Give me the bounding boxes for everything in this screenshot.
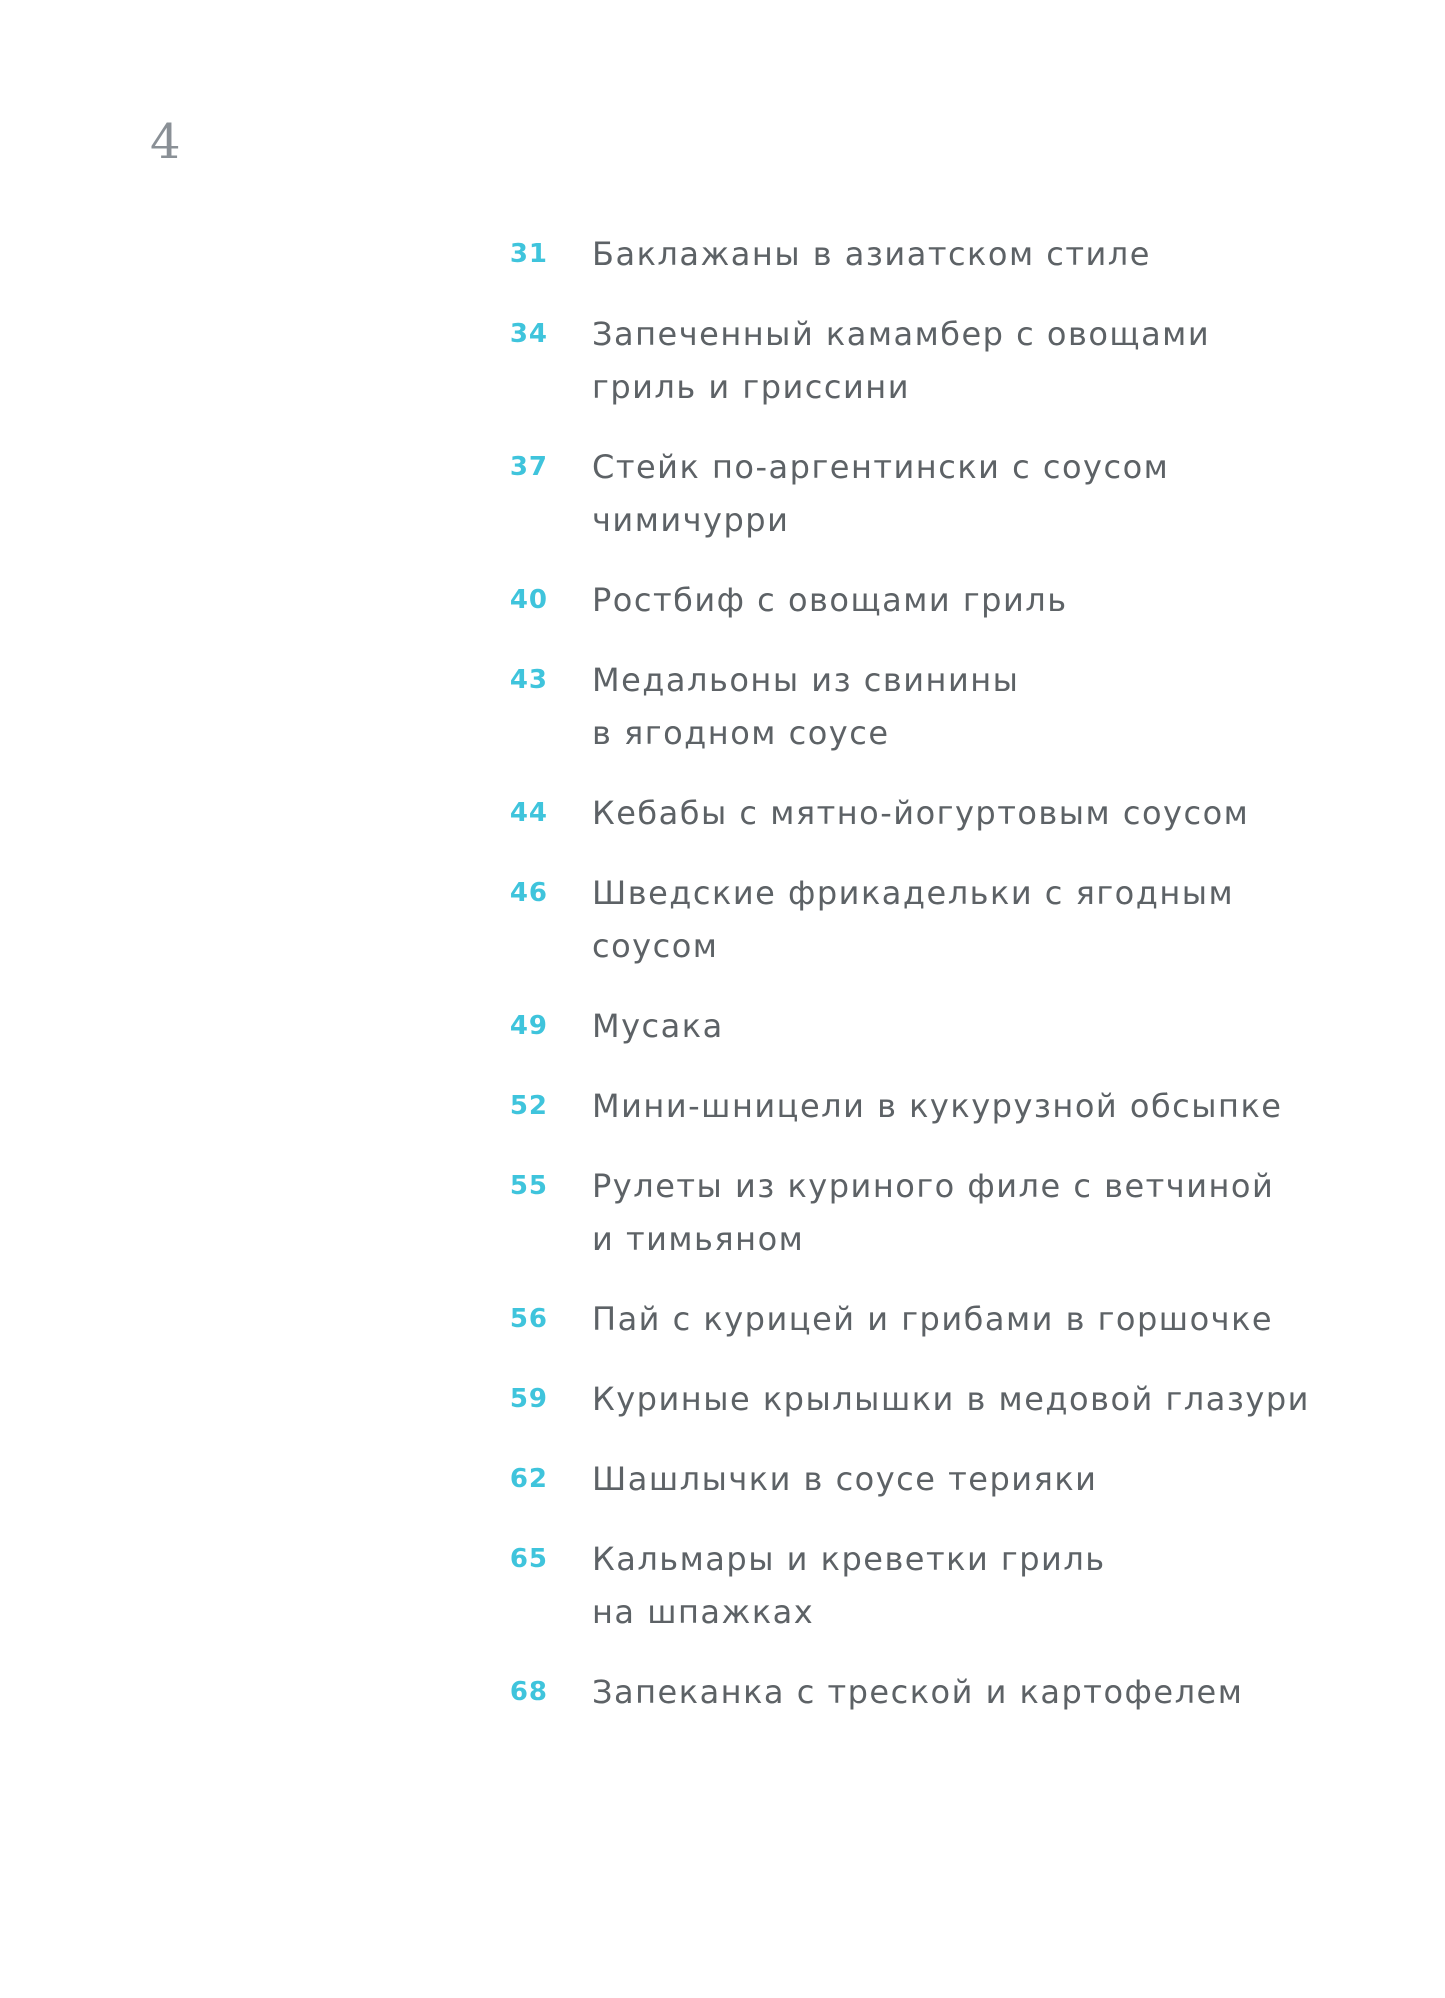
toc-entry[interactable]	[480, 1293, 1380, 1346]
toc-entry[interactable]	[480, 1453, 1380, 1506]
toc-entry[interactable]	[480, 654, 1380, 760]
toc-entry[interactable]	[480, 308, 1380, 414]
toc-entry[interactable]	[480, 867, 1380, 973]
toc-entry-title: Шведские фрикадельки с ягодным соусом	[592, 874, 1235, 965]
toc-entry-page: 40	[509, 585, 548, 615]
toc-entry-title: Рулеты из куриного филе с ветчиной и тимьяном	[592, 1167, 1275, 1258]
toc-entry-title: Кебабы с мятно-йогуртовым соусом	[592, 794, 1250, 832]
toc-entry-title: Шашлычки в соусе терияки	[592, 1460, 1098, 1498]
toc-entry[interactable]	[480, 441, 1380, 547]
toc-entry-title: Куриные крылышки в медовой глазури	[592, 1380, 1310, 1418]
toc-entry-page: 68	[509, 1677, 548, 1707]
toc-entry-page: 59	[509, 1384, 548, 1414]
toc-entry-page: 49	[509, 1011, 548, 1041]
toc-entry-title: Баклажаны в азиатском стиле	[592, 235, 1151, 273]
toc-entry-page: 44	[509, 798, 548, 828]
toc-entry[interactable]	[480, 574, 1380, 627]
toc-entry-page: 43	[509, 665, 548, 695]
toc-entry-title: Ростбиф с овощами гриль	[592, 581, 1068, 619]
toc-entry-page: 52	[509, 1091, 548, 1121]
toc-entry[interactable]	[480, 228, 1380, 281]
toc-entry-title: Пай с курицей и грибами в горшочке	[592, 1300, 1274, 1338]
page-number: 4	[150, 114, 181, 170]
toc-entry-title: Медальоны из свинины в ягодном соусе	[592, 661, 1020, 752]
toc-entry-title: Мусака	[592, 1007, 724, 1045]
toc-entry-page: 65	[509, 1544, 548, 1574]
toc-entry-title: Мини-шницели в кукурузной обсыпке	[592, 1087, 1283, 1125]
toc-entry[interactable]	[480, 1533, 1380, 1639]
toc-entry-page: 34	[509, 319, 548, 349]
toc-entry-page: 37	[509, 452, 548, 482]
toc-entry-page: 31	[509, 239, 548, 269]
toc-entry[interactable]	[480, 1000, 1380, 1053]
toc-entry[interactable]	[480, 787, 1380, 840]
toc-entry[interactable]	[480, 1160, 1380, 1266]
toc-entry-page: 46	[509, 878, 548, 908]
toc-entry[interactable]	[480, 1373, 1380, 1426]
toc-entry-page: 55	[509, 1171, 548, 1201]
toc-entry-title: Запеканка с треской и картофелем	[592, 1673, 1244, 1711]
toc-entry-title: Запеченный камамбер с овощами гриль и гриссини	[592, 315, 1211, 406]
table-of-contents	[480, 228, 1380, 1746]
toc-entry-page: 62	[509, 1464, 548, 1494]
toc-entry[interactable]	[480, 1666, 1380, 1719]
toc-entry[interactable]	[480, 1080, 1380, 1133]
toc-entry-title: Кальмары и креветки гриль на шпажках	[592, 1540, 1106, 1631]
toc-entry-title: Стейк по-аргентински с соусом чимичурри	[592, 448, 1170, 539]
toc-entry-page: 56	[509, 1304, 548, 1334]
